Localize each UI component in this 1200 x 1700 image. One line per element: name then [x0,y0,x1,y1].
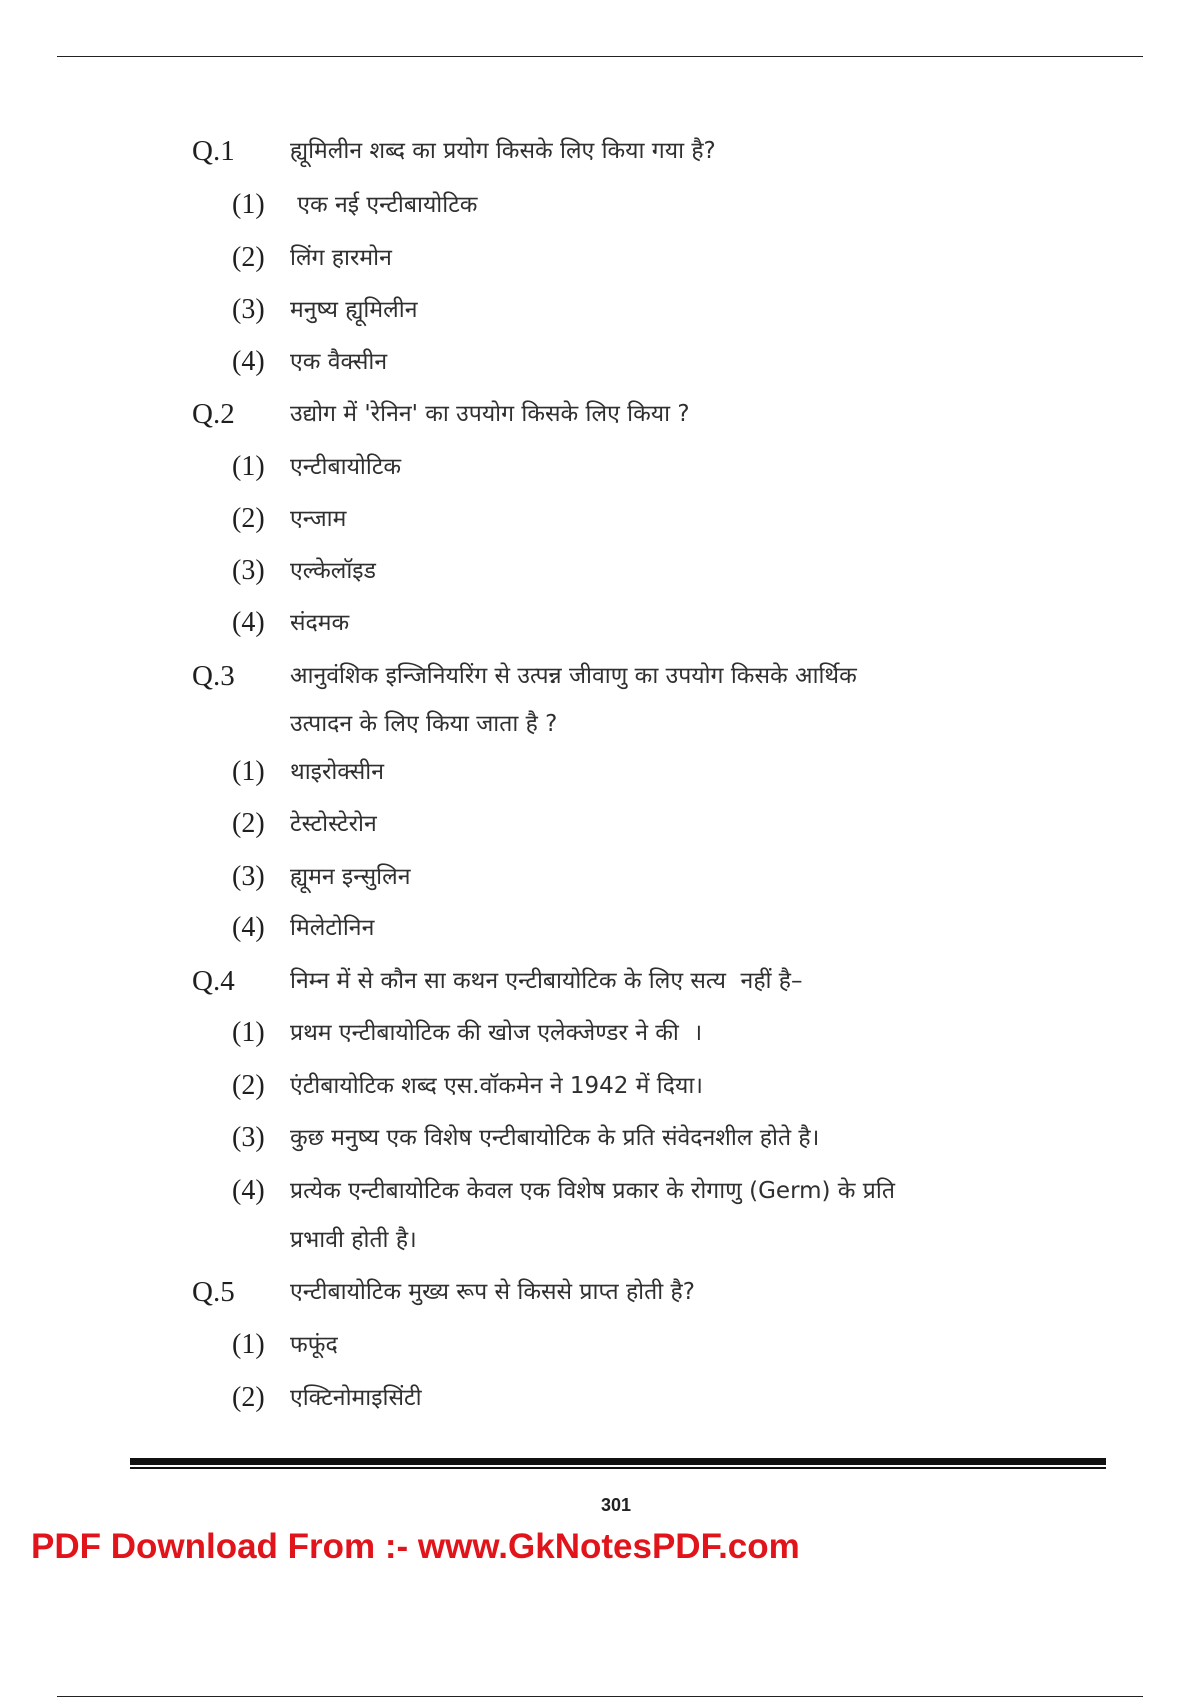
question-number: Q.3 [192,660,235,692]
option-text: संदमक [290,610,350,636]
option-text: ह्यूमन इन्सुलिन [290,864,411,890]
question-number: Q.2 [192,398,235,430]
option-number: (4) [232,912,265,943]
option-number: (2) [232,503,265,534]
question-number: Q.1 [192,135,235,167]
option-number: (1) [232,1017,265,1048]
question-text: निम्न में से कौन सा कथन एन्टीबायोटिक के लिए सत्य नहीं है– [290,968,803,994]
option-number: (3) [232,1122,265,1153]
option-number: (3) [232,861,265,892]
option-text: कुछ मनुष्य एक विशेष एन्टीबायोटिक के प्रति संवेदनशील होते है। [290,1125,820,1151]
option-text: एक वैक्सीन [290,349,388,375]
option-text: एल्केलॉइड [290,558,376,584]
option-text: एक्टिनोमाइसिंटी [290,1385,422,1411]
download-link-text[interactable]: PDF Download From :- www.GkNotesPDF.com [31,1527,800,1566]
option-text: एन्टीबायोटिक [290,454,402,480]
option-text: फफूंद [290,1332,338,1358]
question-text: उद्योग में 'रेनिन' का उपयोग किसके लिए किया ? [290,401,690,427]
option-number: (2) [232,808,265,839]
option-number: (1) [232,451,265,482]
option-number: (4) [232,346,265,377]
option-number: (4) [232,1175,265,1206]
page-number: 301 [600,1495,632,1515]
option-text: एन्जाम [290,506,347,532]
option-number: (3) [232,294,265,325]
option-number: (2) [232,1382,265,1413]
question-number: Q.4 [192,965,235,997]
option-text: एंटीबायोटिक शब्द एस.वॉकमेन ने 1942 में दिया। [290,1073,703,1099]
option-number: (2) [232,1070,265,1101]
option-text-continuation: प्रभावी होती है। [290,1227,417,1253]
question-number: Q.5 [192,1276,235,1308]
option-number: (4) [232,607,265,638]
option-text: प्रथम एन्टीबायोटिक की खोज एलेक्जेण्डर ने की । [290,1020,703,1046]
option-number: (1) [232,756,265,787]
option-text: थाइरोक्सीन [290,759,384,785]
option-number: (3) [232,555,265,586]
footer-rule-thin [130,1467,1106,1469]
question-text-continuation: उत्पादन के लिए किया जाता है ? [290,711,558,737]
option-text: प्रत्येक एन्टीबायोटिक केवल एक विशेष प्रकार के रोगाणु (Germ) के प्रति [290,1178,895,1204]
option-text: लिंग हारमोन [290,245,392,271]
option-text: टेस्टोस्टेरोन [290,811,377,837]
footer-rule-thick [130,1458,1106,1465]
option-number: (1) [232,1329,265,1360]
question-text: आनुवंशिक इन्जिनियरिंग से उत्पन्न जीवाणु का उपयोग किसके आर्थिक [290,663,857,689]
option-number: (2) [232,242,265,273]
option-text: मनुष्य ह्यूमिलीन [290,297,418,323]
option-text: मिलेटोनिन [290,915,375,941]
question-text: एन्टीबायोटिक मुख्य रूप से किससे प्राप्त होती है? [290,1279,695,1305]
question-text: ह्यूमिलीन शब्द का प्रयोग किसके लिए किया गया है? [290,138,716,164]
option-number: (1) [232,189,265,220]
option-text: एक नई एन्टीबायोटिक [290,192,478,218]
bottom-rule [57,1696,1143,1697]
